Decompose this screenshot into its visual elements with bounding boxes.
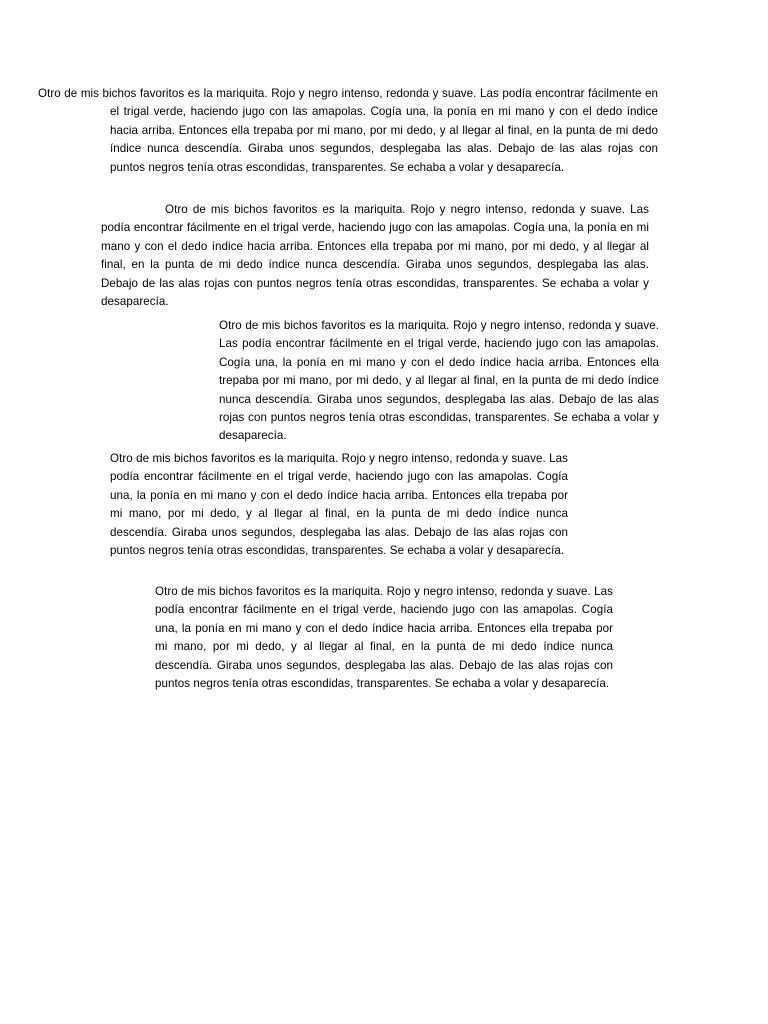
paragraph-center-block: Otro de mis bichos favoritos es la mariquita. Rojo y negro intenso, redonda y suave. Las podía encontrar fácilmente en el trigal verde, haciendo jugo con las amapolas. Cogía una, la ponía en mi mano y con el dedo índice hacia arriba. Entonces ella trepaba por mi mano, por mi dedo, y al llegar al final, en la punta de mi dedo índice nunca descendía. Giraba unos segundos, desplegaba las alas. Debajo de las alas rojas con puntos negros tenía otras escondidas, transparentes. Se echaba a volar y desaparecía. [155, 585, 613, 691]
paragraph-first-line-indent: Otro de mis bichos favoritos es la mariquita. Rojo y negro intenso, redonda y suave. Las podía encontrar fácilmente en el trigal verde, haciendo jugo con las amapolas. Cogía una, la ponía en mi mano y con el dedo índice hacia arriba. Entonces ella trepaba por mi mano, por mi dedo, y al llegar al final, en la punta de mi dedo índice nunca descendía. Giraba unos segundos, desplegaba las alas. Debajo de las alas rojas con puntos negros tenía otras escondidas, transparentes. Se echaba a volar y desaparecía. [101, 203, 649, 309]
paragraph-hanging-indent: Otro de mis bichos favoritos es la mariquita. Rojo y negro intenso, redonda y suave. Las podía encontrar fácilmente en el trigal verde, haciendo jugo con las amapolas. Cogía una, la ponía en mi mano y con el dedo índice hacia arriba. Entonces ella trepaba por mi mano, por mi dedo, y al llegar al final, en la punta de mi dedo índice nunca descendía. Giraba unos segundos, desplegaba las alas. Debajo de las alas rojas con puntos negros tenía otras escondidas, transparentes. Se echaba a volar y desaparecía. [38, 87, 658, 174]
paragraph-left-block: Otro de mis bichos favoritos es la mariquita. Rojo y negro intenso, redonda y suave. Las podía encontrar fácilmente en el trigal verde, haciendo jugo con las amapolas. Cogía una, la ponía en mi mano y con el dedo índice hacia arriba. Entonces ella trepaba por mi mano, por mi dedo, y al llegar al final, en la punta de mi dedo índice nunca descendía. Giraba unos segundos, desplegaba las alas. Debajo de las alas rojas con puntos negros tenía otras escondidas, transparentes. Se echaba a volar y desaparecía. [110, 452, 568, 558]
paragraph-right-block: Otro de mis bichos favoritos es la mariquita. Rojo y negro intenso, redonda y suave. Las podía encontrar fácilmente en el trigal verde, haciendo jugo con las amapolas. Cogía una, la ponía en mi mano y con el dedo índice hacia arriba. Entonces ella trepaba por mi mano, por mi dedo, y al llegar al final, en la punta de mi dedo índice nunca descendía. Giraba unos segundos, desplegaba las alas. Debajo de las alas rojas con puntos negros tenía otras escondidas, transparentes. Se echaba a volar y desaparecía. [219, 319, 659, 443]
